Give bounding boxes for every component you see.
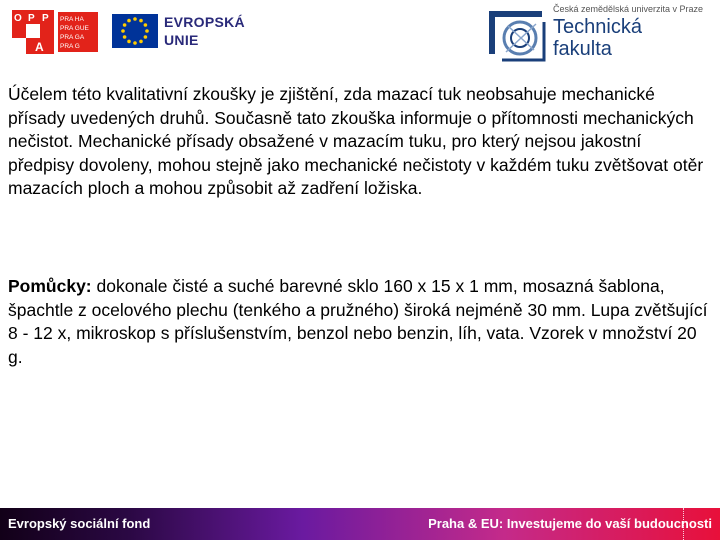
- header: [0, 0, 720, 70]
- opp-logo-graphic: [12, 10, 100, 54]
- eu-flag-icon: [112, 10, 158, 54]
- svg-text:PRA G: PRA G: [60, 43, 80, 50]
- eu-logo: [112, 10, 245, 54]
- svg-text:P: P: [28, 13, 35, 24]
- faculty-title-line1: Technická: [553, 16, 642, 38]
- tools-label: Pomůcky:: [8, 276, 92, 296]
- tools-text: dokonale čisté a suché barevné sklo 160 x 15 x 1 mm, mosazná šablona, špachtle z ocelového plechu (tenkého a pružného) široká nejméně 30 mm. Lupa zvětšující 8 - 12 x, mikroskop s příslušenstvím, benzol nebo benzin, líh, vata. Vzorek v množství 20 g.: [8, 276, 708, 367]
- eu-logo-text: [164, 13, 245, 49]
- footer: [0, 508, 720, 540]
- faculty-title: [553, 16, 642, 60]
- eu-logo-line1: EVROPSKÁ: [164, 14, 245, 30]
- faculty-logo: [486, 4, 718, 66]
- svg-text:PRA GA: PRA GA: [60, 34, 85, 41]
- footer-left-text: Evropský sociální fond: [8, 516, 151, 531]
- svg-text:PRA HA: PRA HA: [60, 16, 84, 23]
- paragraph-purpose: Účelem této kvalitativní zkoušky je zjištění, zda mazací tuk neobsahuje mechanické přísady uvedených druhů. Současně tato zkouška informuje o přítomnosti mechanických nečistot. Mechanické přísady obsažené v mazacím tuku, pro který nejsou jakostní předpisy dovoleny, mohou stejně jako mechanické nečistoty v každém tuku zvětšovat otěr mazacích ploch a mohou způsobit až zadření ložiska.: [8, 84, 704, 198]
- faculty-title-line2: fakulta: [553, 38, 612, 60]
- svg-text:O: O: [14, 13, 22, 24]
- eu-logo-line2: UNIE: [164, 32, 199, 48]
- faculty-caption: Česká zemědělská univerzita v Praze: [553, 4, 704, 14]
- footer-right-text: Praha & EU: Investujeme do vaší budoucnosti: [428, 516, 712, 531]
- opp-logo: [12, 10, 100, 54]
- paragraph-tools: [8, 275, 708, 369]
- faculty-emblem-icon: [486, 4, 548, 66]
- svg-text:PRA GUE: PRA GUE: [60, 25, 89, 32]
- svg-text:P: P: [42, 13, 49, 24]
- svg-text:A: A: [35, 40, 44, 54]
